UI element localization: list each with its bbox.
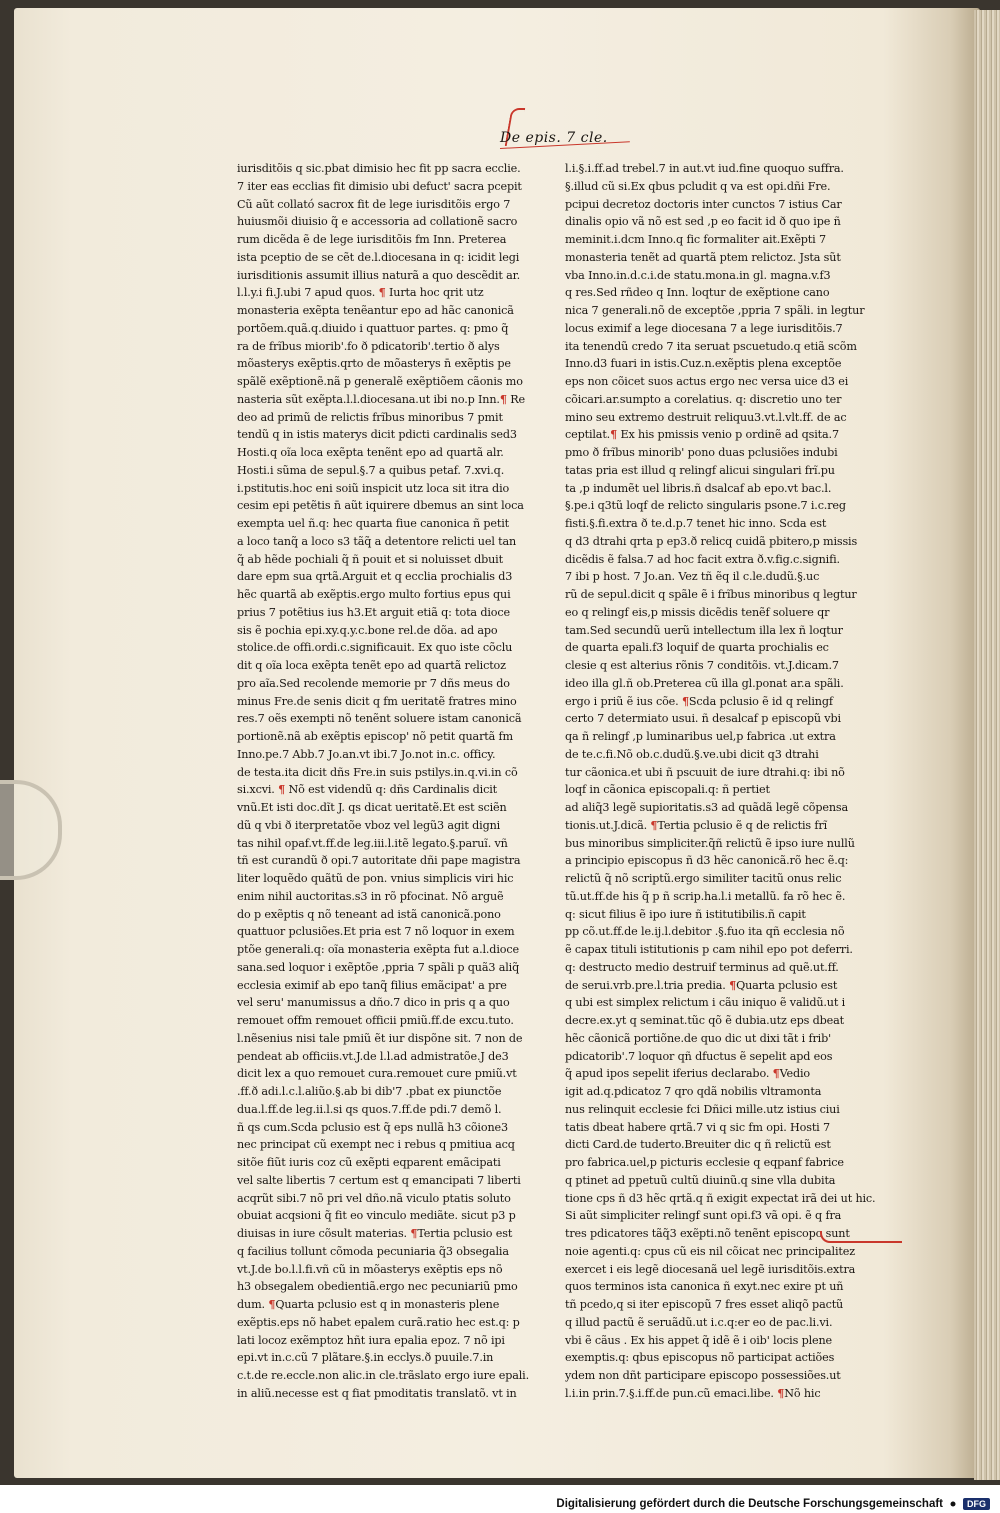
text-line: nec principat cũ exempt nec i rebus q pmitiua acq — [237, 1138, 515, 1152]
text-line: pcipui decretoz doctoris inter cunctos 7 istius Car — [565, 197, 842, 211]
text-line: acqrũt sibi.7 nõ pri vel dño.nã viculo ptatis soluto — [237, 1191, 511, 1205]
text-line: de quarta epali.f3 loquif de quarta prochialis ec — [565, 641, 829, 655]
text-line: vba Inno.in.d.c.i.de statu.mona.in gl. magna.v.f3 — [565, 268, 831, 282]
text-line: exempta uel ñ.q: hec quarta fiue canonica ñ petit — [237, 517, 510, 530]
text-line: l.nẽsenius nisi tale pmiũ ẽt iur dispõne sit. 7 non de — [237, 1031, 523, 1045]
text-line: mino seu extremo destruit reliquu3.vt.l.vlt.ff. de ac — [565, 410, 847, 424]
footer-credit — [556, 1498, 990, 1510]
bullet-icon — [948, 1499, 958, 1509]
text-line: pdicatorib'.7 loquor qñ dfuctus ẽ sepelit apd eos — [565, 1049, 833, 1063]
text-line: obuiat acqsioni q̃ fit eo vinculo mediãte. sicut p3 p — [237, 1209, 516, 1223]
text-line: vnũ.Et isti doc.dĩt J. qs dicat ueritatẽ.Et est sciẽn — [237, 801, 507, 814]
text-line: fisti.§.fi.extra ð te.d.p.7 tenet hic inno. Scda est — [565, 517, 827, 530]
text-line: sis ẽ pochia epi.xy.q.y.c.bone rel.de dõa. ad apo — [237, 623, 498, 637]
text-line: q illud pactũ ẽ seruãdũ.ut i.c.q:er eo de pac.li.vi. — [565, 1315, 833, 1329]
text-line: iurisditionis assumit illius naturã a quo descẽdit ar. — [237, 268, 520, 282]
text-line: remouet offm remouet officii pmiũ.ff.de excu.tuto. — [237, 1014, 514, 1027]
text-line: Hosti.q oĩa loca exẽpta tenẽnt epo ad quartã alr. — [237, 446, 504, 459]
text-line: tñ est curandũ ð opi.7 autoritate dñi pape magistra — [237, 854, 521, 868]
text-line: ceptilat.¶ Ex his pmissis venio p ordinẽ ad qsita.7 — [565, 427, 839, 442]
text-line: ideo illa gl.ñ ob.Preterea cũ illa gl.ponat ar.a spãli. — [565, 676, 844, 690]
text-line: portionẽ.nã ab exẽptis episcop' nõ petit quartã fm — [237, 730, 513, 743]
text-line: pendeat ab officiis.vt.J.de l.l.ad admistratõe.J de3 — [237, 1049, 509, 1063]
text-line: spãlẽ exẽptionẽ.nã p generalẽ exẽptiõem cãonis mo — [237, 375, 523, 388]
pilcrow-icon: ¶ — [268, 1297, 276, 1311]
text-line: dum. ¶Quarta pclusio est q in monasteris plene — [237, 1297, 500, 1311]
text-line: ergo i priũ ẽ ius cõe. ¶Scda pclusio ẽ id q relingf — [565, 693, 833, 708]
text-line: l.l.y.i fi.J.ubi 7 apud quos. ¶ Iurta hoc qrit utz — [237, 285, 484, 300]
text-line: ecclesia eximif ab epo tanq̃ filius emãcipat' a pre — [237, 978, 507, 992]
text-line: deo ad primũ de relictis frĩbus minoribus 7 pmit — [237, 410, 503, 424]
text-line: tionis.ut.J.dicã. ¶Tertia pclusio ẽ q de relictis frĩ — [565, 817, 828, 832]
text-line: vel seru' manumissus a dño.7 dico in pris q a quo — [237, 996, 510, 1010]
text-line: ra de frĩbus miorib'.fo ð pdicatorib'.tertio ð alys — [237, 339, 500, 353]
text-line: dare epm sua qrtã.Arguit et q ecclia prochialis d3 — [237, 570, 513, 584]
text-line: quattuor pclusiões.Et pria est 7 nõ loquor in exem — [237, 925, 515, 939]
text-line: l.i.§.i.ff.ad trebel.7 in aut.vt iud.fine quoquo suffra. — [565, 162, 844, 175]
text-line: tatis dbeat habere qrtã.7 vi q sic fm opi. Hosti 7 — [565, 1120, 830, 1134]
text-line: .ff.ð adi.l.c.l.aliũo.§.ab bi dib'7 .pbat ex piunctõe — [237, 1085, 502, 1098]
text-line: iurisditõis q sic.pbat dimisio hec fit pp sacra ecclie. — [237, 162, 521, 175]
text-line: Cũ aũt collató sacrox fit de lege iurisditõis ergo 7 — [237, 197, 511, 211]
text-line: q̃ apud ipos sepelit iferius declarabo. ¶Vedio — [565, 1066, 811, 1081]
text-line: pp cõ.ut.ff.de le.ij.l.debitor .§.fuo ita qñ ecclesia nõ — [565, 925, 845, 939]
text-line: bus minoribus simpliciter.q̃ñ relictũ ẽ ipso iure nullũ — [565, 836, 855, 850]
pilcrow-icon: ¶ — [650, 817, 658, 832]
text-line: exẽptis.eps nõ habet epalem curã.ratio hec est.q: p — [237, 1315, 520, 1329]
text-line: dua.l.ff.de leg.ii.l.si qs quos.7.ff.de pdi.7 demõ l. — [237, 1102, 502, 1116]
text-line: enim nihil auctoritas.s3 in rõ pfocinat. Nõ arguẽ — [237, 889, 504, 903]
text-line: Si aũt simpliciter relingf sunt opi.f3 vã opi. ẽ q fra — [565, 1209, 842, 1223]
text-line: l.i.in prin.7.§.i.ff.de pun.cũ emaci.libe. ¶Nõ hic — [565, 1385, 821, 1400]
red-end-mark — [820, 1231, 902, 1243]
text-line: dit q oĩa loca exẽpta tenẽt epo ad quartã relictoz — [237, 659, 506, 672]
page-edges — [974, 10, 1000, 1480]
text-line: igit ad.q.pdicatoz 7 qro qdã nobilis vltramonta — [565, 1085, 822, 1098]
text-line: ista pceptio de se cẽt de.l.diocesana in q: icidit legi — [237, 250, 520, 264]
text-line: tũ.ut.ff.de his q̃ p ñ scrip.ha.l.i metallũ. fa rõ hec ẽ. — [565, 889, 846, 903]
text-line: dicit lex a quo remouet cura.remouet cure pmiũ.vt — [237, 1067, 517, 1081]
text-line: q ptinet ad ppetuũ cultũ diuinũ.q sine vlla dubita — [565, 1173, 836, 1187]
text-line: huiusmõi diuisio q̃ e accessoria ad collationẽ sacro — [237, 215, 518, 229]
text-line: qa ñ relingf ,p luminaribus uel,p fabrica .ut extra — [565, 730, 836, 743]
text-line: si.xcvi. ¶ Nõ est videndũ q: dñs Cardinalis dicit — [237, 782, 497, 797]
text-line: noie agenti.q: cpus cũ eis nil cõicat nec principalitez — [565, 1244, 855, 1258]
text-line: certo 7 determiato usui. ñ desalcaf p episcopũ vbi — [565, 712, 841, 726]
text-line: dinalis opio vã nõ est sed ,p eo facit id ð quo ipe ñ — [565, 215, 841, 229]
text-column-right — [565, 160, 895, 1403]
text-line: vbi ẽ cãus . Ex his appet q̃ idẽ ẽ i oib' locis plene — [565, 1333, 833, 1347]
text-line: res.7 oẽs exempti nõ tenẽnt soluere istam canonicã — [237, 712, 522, 726]
text-line: ẽ capax tituli istitutionis p cam nihil epo pot deferri. — [565, 943, 853, 956]
text-line: monasteria tenẽt ad quartã ptem relictoz. Jsta sũt — [565, 250, 841, 264]
text-line: dicẽdis ẽ falsa.7 ad hoc facit extra ð.v.fig.c.signifi. — [565, 552, 840, 566]
text-line: cõicari.ar.sumpto a corelatius. q: discretio uno ter — [565, 392, 842, 406]
text-line: ydem non dñt participare episcopo possessiões.ut — [565, 1369, 841, 1382]
text-line: tendũ q in istis materys dicit pdicti cardinalis sed3 — [237, 428, 517, 442]
text-line: §.pe.i q3tũ loqf de relicto singularis psone.7 i.c.reg — [565, 499, 846, 513]
text-line: h3 obsegalem obedientiã.ergo nec pecuniariũ pmo — [237, 1280, 518, 1294]
pilcrow-icon: ¶ — [499, 391, 507, 406]
text-line: §.illud cũ si.Ex qbus pcludit q va est opi.dñi Fre. — [565, 179, 831, 193]
text-line: loqf in cãonica episcopali.q: ñ pertiet — [565, 783, 770, 797]
text-line: q d3 dtrahi qrta p ep3.ð relicq cuidã pbitero,p missis — [565, 534, 858, 548]
text-line: Hosti.i sũma de sepul.§.7 a quibus petaf. 7.xvi.q. — [237, 463, 505, 477]
text-line: tñ pcedo,q si iter episcopũ 7 fres esset aliqõ pactũ — [565, 1298, 844, 1311]
text-line: mõasterys exẽptis.qrto de mõasterys n̄ exẽptis pe — [237, 357, 511, 371]
text-line: q ubi est simplex relictum i cãu iniquo ẽ validũ.ut i — [565, 996, 846, 1010]
text-line: sitõe fiũt iuris coz cũ exẽpti eqparent emãcipati — [237, 1156, 501, 1169]
dfg-logo-icon: DFG — [963, 1498, 990, 1510]
text-line: hẽc cãonicã portiõne.de quo dic ut dixi tãt i frib' — [565, 1031, 832, 1045]
text-line: meminit.i.dcm Inno.q fic formaliter ait.Exẽpti 7 — [565, 233, 826, 246]
text-line: cesim epi petẽtis n̄ aũt iquirere dbemus an sint loca — [237, 499, 524, 513]
pilcrow-icon: ¶ — [772, 1066, 780, 1081]
text-line: ad aliq̃3 legẽ supioritatis.s3 ad quãdã legẽ cõpensa — [565, 801, 848, 814]
text-line: tas nihil opaf.vt.ff.de leg.iii.l.itẽ legato.§.paruĩ. vñ — [237, 836, 508, 850]
text-line: portõem.quã.q.diuido i quattuor partes. q: pmo q̃ — [237, 321, 509, 335]
text-line: i.pstitutis.hoc eni soiũ inspicit utz loca sit itra dio — [237, 481, 510, 495]
text-line: tatas pria est illud q relingf alicui singulari frĩ.pu — [565, 463, 835, 477]
text-line: pmo ð frĩbus minorib' pono duas pclusiões indubi — [565, 446, 838, 459]
text-line: 7 ibi p host. 7 Jo.an. Vez tñ ẽq il c.le.dudũ.§.uc — [565, 570, 820, 584]
text-line: minus Fre.de senis dicit q fm ueritatẽ fratres mino — [237, 694, 517, 708]
text-line: prius 7 potẽtius ius h3.Et arguit etiã q: tota dioce — [237, 605, 510, 619]
text-line: rum dicẽda ẽ de lege iurisditõis fm Inn. Preterea — [237, 233, 507, 246]
text-line: nica 7 generali.nõ de exceptõe ,ppria 7 spãli. in legtur — [565, 304, 865, 317]
pilcrow-icon: ¶ — [278, 782, 286, 797]
pilcrow-icon: ¶ — [610, 427, 618, 442]
text-line: lati locoz exẽmptoz hñt iura epalia epoz. 7 nõ ipi — [237, 1333, 505, 1347]
text-line: exemptis.q: qbus episcopus nõ participat actiões — [565, 1351, 835, 1365]
text-line: tione cps ñ d3 hẽc qrtã.q ñ exigit expectat irã dei ut hic. — [565, 1191, 876, 1205]
text-line: tam.Sed secundũ uerũ intellectum illa lex ñ loqtur — [565, 623, 843, 637]
text-column-left — [237, 160, 557, 1403]
pilcrow-icon: ¶ — [729, 977, 737, 992]
text-line: dicti Card.de tuderto.Breuiter dic q ñ relictũ est — [565, 1138, 831, 1152]
text-line: decre.ex.yt q seminat.tũc qõ ẽ dubia.utz eps dbeat — [565, 1014, 844, 1027]
text-line: pro fabrica.uel,p picturis ecclesie q eqpanf fabrice — [565, 1156, 844, 1169]
pilcrow-icon: ¶ — [681, 693, 689, 708]
text-line: tres pdicatores tãq̃3 exẽpti.nõ tenẽnt episcopo sunt — [565, 1227, 850, 1240]
text-line: ta ,p indumẽt uel libris.ñ dsalcaf ab epo.vt bac.l. — [565, 481, 832, 495]
text-line: diuisas in iure cõsult materias. ¶Tertia pclusio est — [237, 1226, 513, 1240]
text-line: de serui.vrb.pre.l.tria predia. ¶Quarta pclusio est — [565, 977, 838, 992]
text-line: ñ qs cum.Scda pclusio est q̃ eps nullã h3 cõione3 — [237, 1120, 508, 1134]
text-line: in aliũ.necesse est q fiat pmoditatis translatõ. vt in — [237, 1386, 517, 1400]
text-line: exercet i eis legẽ diocesanã uel legẽ iurisditõis.extra — [565, 1262, 856, 1276]
text-line: Inno.d3 fuari in istis.Cuz.n.exẽptis plena exceptõe — [565, 357, 842, 371]
text-line: q res.Sed rñdeo q Inn. loqtur de exẽptione cano — [565, 286, 830, 300]
text-line: de testa.ita dicit dñs Fre.in suis pstilys.in.q.vi.in cõ — [237, 765, 518, 779]
pilcrow-icon: ¶ — [777, 1385, 785, 1400]
text-line: hẽc quartã ab exẽptis.ergo multo fortius epus qui — [237, 588, 511, 601]
text-line: ptõe generali.q: oĩa monasteria exẽpta fut a.l.dioce — [237, 943, 519, 956]
text-line: epi.vt in.c.cũ 7 plãtare.§.in ecclys.ð puuile.7.in — [237, 1351, 494, 1365]
text-line: q: sicut filius ẽ ipo iure ñ istitutibilis.ñ capit — [565, 907, 806, 921]
text-line: nus relinquit ecclesie fci Dñici mille.utz istius ciui — [565, 1102, 840, 1116]
text-line: 7 iter eas ecclias fit dimisio ubi defuct' sacra pcepit — [237, 179, 522, 193]
text-line: liter loquẽdo quãtũ de pon. vnius simplicis viri hic — [237, 872, 514, 885]
text-line: nasteria sũt exẽpta.l.l.diocesana.ut ibi no.p Inn.¶ Re — [237, 391, 525, 406]
text-line: de te.c.fi.Nõ ob.c.dudũ.§.ve.ubi dicit q3 dtrahi — [565, 747, 819, 761]
text-line: sana.sed loquor i exẽptõe ,ppria 7 spãli p quã3 aliq̃ — [237, 960, 520, 974]
text-line: clesie q est alterius rõnis 7 conditõis. vt.J.dicam.7 — [565, 659, 839, 672]
footer-text: Digitalisierung gefördert durch die Deutsche Forschungsgemeinschaft — [556, 1498, 943, 1510]
text-line: a loco tanq̃ a loco s3 tãq̃ a detentore relicti uel tan — [237, 534, 517, 548]
text-line: dũ q vbi ð iterpretatõe vboz vel legũ3 agit digni — [237, 818, 501, 832]
text-line: tur cãonica.et ubi ñ pscuuit de iure dtrahi.q: ibi nõ — [565, 765, 845, 779]
text-line: q̃ ab hẽde pochiali q̃ ñ pouit et si noluisset dbuit — [237, 552, 503, 566]
text-line: rũ de sepul.dicit q spãle ẽ i frĩbus minoribus q legtur — [565, 588, 857, 601]
text-line: eo q relingf eis,p missis dicẽdis tenẽf soluere qr — [565, 605, 830, 619]
text-line: c.t.de re.eccle.non alic.in cle.trãslato ergo iure epali. — [237, 1369, 529, 1382]
text-line: eps non cõicet suos actus ergo nec versa uice d3 ei — [565, 375, 849, 388]
text-line: ita tenendũ credo 7 ita seruat pscuetudo.q etiã scõm — [565, 339, 857, 353]
text-line: stolice.de offi.ordi.c.significauit. Ex quo iste cõclu — [237, 641, 513, 655]
text-line: vel salte libertis 7 certum est q emancipati 7 liberti — [237, 1173, 521, 1187]
text-line: q facilius tollunt cõmoda pecuniaria q̃3 obsegalia — [237, 1244, 509, 1258]
pilcrow-icon: ¶ — [410, 1226, 418, 1240]
text-line: a principio episcopus ñ d3 hẽc canonicã.rõ hec ẽ.q: — [565, 854, 849, 868]
text-line: locus eximif a lege diocesana 7 a lege iurisditõis.7 — [565, 321, 843, 335]
text-line: quos terminos ista canonica ñ exyt.nec exire pt uñ — [565, 1280, 844, 1294]
text-line: q: destructo medio destruif terminus ad quẽ.ut.ff. — [565, 960, 839, 974]
pilcrow-icon: ¶ — [378, 285, 386, 300]
text-line: pro aĩa.Sed recolende memorie pr 7 dñs meus do — [237, 676, 510, 690]
text-line: vt.J.de bo.l.l.fi.vñ cũ in mõasterys exẽptis eps nõ — [237, 1262, 503, 1276]
text-line: do p exẽptis q nõ teneant ad istã canonicã.pono — [237, 907, 501, 921]
text-line: Inno.pe.7 Abb.7 Jo.an.vt ibi.7 Jo.not in.c. officy. — [237, 747, 496, 761]
running-header: De epis. 7 cle. — [500, 130, 608, 146]
text-line: monasteria exẽpta tenẽantur epo ad hãc canonicã — [237, 304, 514, 317]
text-line: relictũ q̃ nõ scriptũ.ergo similiter tacitũ onus relic — [565, 872, 842, 885]
